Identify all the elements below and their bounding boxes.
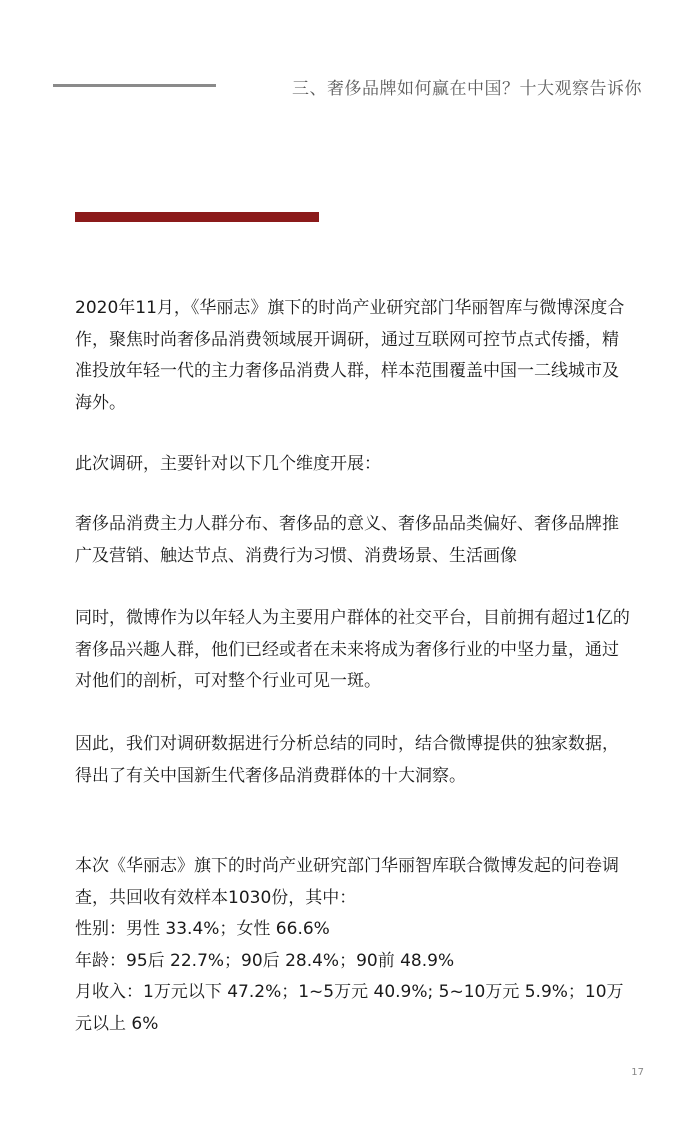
paragraph-dimensions-list: 奢侈品消费主力人群分布、奢侈品的意义、奢侈品品类偏好、奢侈品牌推广及营销、触达节点、消费行为习惯、消费场景、生活画像 [75, 514, 619, 566]
paragraph-weibo: 同时，微博作为以年轻人为主要用户群体的社交平台，目前拥有超过1亿的奢侈品兴趣人群，他们已经或者在未来将成为奢侈行业的中坚力量，通过对他们的剖析，可对整个行业可见一斑。 [75, 608, 630, 691]
section-title: 三、奢侈品牌如何赢在中国？十大观察告诉你 [292, 79, 642, 99]
paragraph-conclusion: 因此，我们对调研数据进行分析总结的同时，结合微博提供的独家数据，得出了有关中国新生代奢侈品消费群体的十大洞察。 [75, 734, 619, 786]
survey-income: 月收入：1万元以下 47.2%；1~5万元 40.9%; 5~10万元 5.9%；10万元以上 6% [75, 982, 624, 1034]
page-number: 17 [631, 1067, 644, 1078]
header-divider [53, 84, 216, 87]
survey-intro: 本次《华丽志》旗下的时尚产业研究部门华丽智库联合微博发起的问卷调查，共回收有效样本1030份，其中： [75, 856, 619, 908]
survey-summary [75, 851, 635, 1040]
paragraph-intro: 2020年11月，《华丽志》旗下的时尚产业研究部门华丽智库与微博深度合作，聚焦时尚奢侈品消费领域展开调研，通过互联网可控节点式传播，精准投放年轻一代的主力奢侈品消费人群，样本范围覆盖中国一二线城市及海外。 [75, 298, 625, 413]
accent-bar [75, 212, 319, 222]
survey-gender: 性别：男性 33.4%；女性 66.6% [75, 919, 330, 939]
paragraph-dimensions-heading: 此次调研，主要针对以下几个维度开展： [75, 454, 381, 474]
survey-age: 年龄：95后 22.7%；90后 28.4%；90前 48.9% [75, 950, 455, 971]
